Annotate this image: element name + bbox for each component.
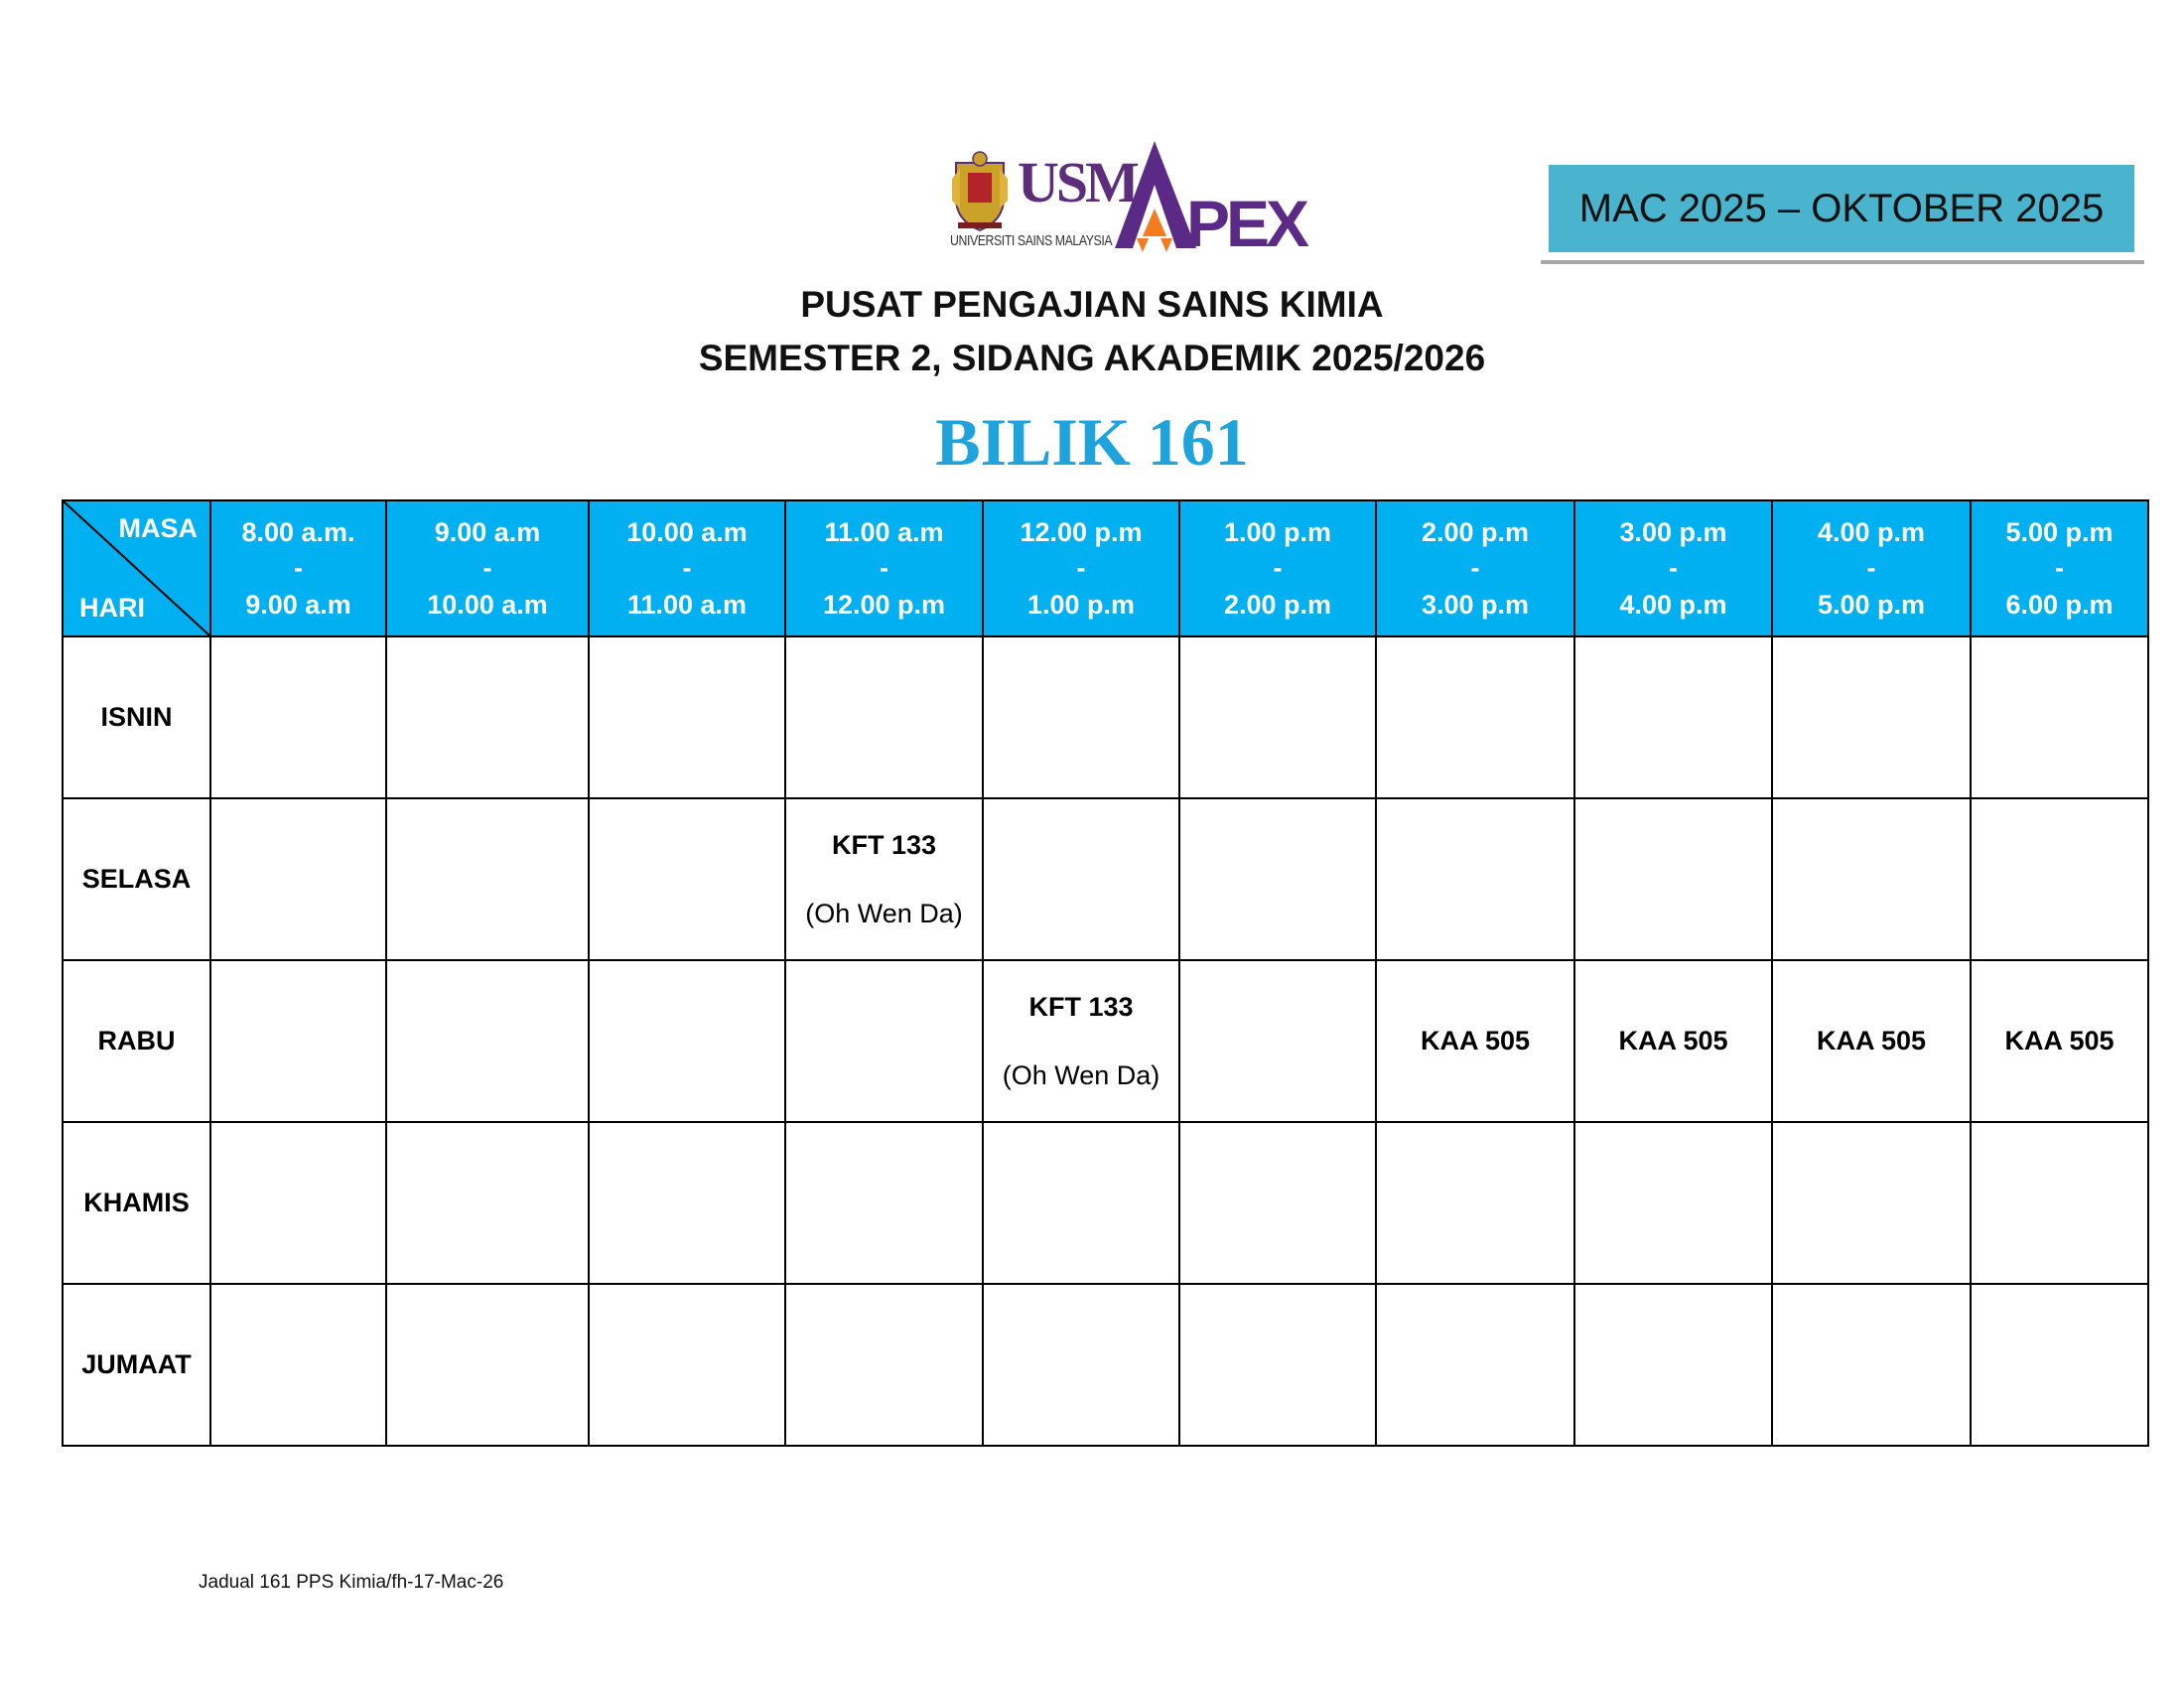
- empty-cell: [1772, 1122, 1971, 1284]
- empty-cell: [210, 798, 386, 960]
- day-label: JUMAAT: [63, 1284, 210, 1446]
- empty-cell: [589, 798, 785, 960]
- time-slot-sep: -: [682, 553, 692, 583]
- course-code: KFT 133: [831, 829, 937, 860]
- empty-cell: [785, 1284, 983, 1446]
- empty-cell: [1971, 1122, 2148, 1284]
- empty-cell: [1179, 960, 1376, 1122]
- time-slot-start: 12.00 p.m: [1020, 516, 1143, 547]
- apex-logo-icon: [1115, 139, 1309, 256]
- time-slot-start: 8.00 a.m.: [241, 516, 355, 547]
- time-slot-end: 9.00 a.m: [245, 589, 351, 620]
- time-slot-start: 10.00 a.m: [626, 516, 748, 547]
- time-slot-header: [386, 500, 589, 636]
- empty-cell: [1376, 636, 1574, 798]
- semester-title: SEMESTER 2, SIDANG AKADEMIK 2025/2026: [698, 338, 1486, 378]
- lecturer-name: (Oh Wen Da): [1002, 1059, 1160, 1090]
- empty-cell: [1772, 798, 1971, 960]
- timetable-header-row: [63, 500, 2148, 636]
- day-label: SELASA: [63, 798, 210, 960]
- empty-cell: [386, 1122, 589, 1284]
- empty-cell: [210, 636, 386, 798]
- time-slot-end: 11.00 a.m: [626, 589, 748, 620]
- empty-cell: [785, 1122, 983, 1284]
- course-code: KAA 505: [1420, 1026, 1531, 1055]
- usm-logo-text: USM: [1018, 150, 1137, 214]
- time-slot-end: 6.00 p.m: [2005, 589, 2114, 620]
- school-title: PUSAT PENGAJIAN SAINS KIMIA: [800, 284, 1384, 325]
- empty-cell: [386, 798, 589, 960]
- time-slot-sep: -: [1273, 553, 1283, 583]
- time-slot-end: 4.00 p.m: [1619, 589, 1727, 620]
- time-slot-sep: -: [2055, 553, 2064, 583]
- empty-cell: [1179, 1122, 1376, 1284]
- header-logos: [948, 139, 1305, 258]
- empty-cell: [210, 960, 386, 1122]
- empty-cell: [1971, 636, 2148, 798]
- time-slot-header: [785, 500, 983, 636]
- masa-label: MASA: [118, 513, 198, 543]
- empty-cell: [1179, 798, 1376, 960]
- empty-cell: [1179, 1284, 1376, 1446]
- empty-cell: [386, 636, 589, 798]
- time-slot-header: [1179, 500, 1376, 636]
- time-slot-end: 10.00 a.m: [427, 589, 548, 620]
- empty-cell: [785, 960, 983, 1122]
- time-slot-sep: -: [1470, 553, 1480, 583]
- day-row: [63, 636, 2148, 798]
- empty-cell: [1179, 636, 1376, 798]
- time-slot-header: [1574, 500, 1772, 636]
- time-slot-start: 11.00 a.m: [824, 516, 944, 547]
- empty-cell: [1971, 798, 2148, 960]
- course-code: KAA 505: [1618, 1026, 1728, 1055]
- class-cell: [1376, 960, 1574, 1122]
- empty-cell: [589, 1122, 785, 1284]
- time-slot-sep: -: [880, 553, 888, 583]
- time-slot-sep: -: [1866, 553, 1876, 583]
- empty-cell: [983, 798, 1179, 960]
- empty-cell: [1772, 1284, 1971, 1446]
- time-slot-header: [1376, 500, 1574, 636]
- course-code: KFT 133: [1028, 991, 1134, 1022]
- empty-cell: [210, 1122, 386, 1284]
- empty-cell: [589, 636, 785, 798]
- time-slot-start: 3.00 p.m: [1619, 516, 1727, 547]
- time-slot-sep: -: [1076, 553, 1086, 583]
- course-code: KAA 505: [1816, 1026, 1927, 1055]
- day-label: KHAMIS: [63, 1122, 210, 1284]
- time-slot-sep: -: [294, 553, 303, 583]
- timetable: [62, 499, 2149, 1447]
- empty-cell: [1574, 636, 1772, 798]
- time-slot-end: 5.00 p.m: [1817, 589, 1926, 620]
- class-cell: [785, 798, 983, 960]
- course-code: KAA 505: [2004, 1026, 2115, 1055]
- empty-cell: [983, 1284, 1179, 1446]
- time-slot-start: 4.00 p.m: [1817, 516, 1926, 547]
- time-slot-end: 1.00 p.m: [1026, 589, 1136, 620]
- empty-cell: [1376, 1284, 1574, 1446]
- day-row: [63, 1284, 2148, 1446]
- empty-cell: [386, 1284, 589, 1446]
- time-slot-header: [1971, 500, 2148, 636]
- empty-cell: [1376, 1122, 1574, 1284]
- class-cell: [1772, 960, 1971, 1122]
- empty-cell: [1772, 636, 1971, 798]
- apex-logo-text: PEX: [1186, 187, 1306, 256]
- hari-label: HARI: [79, 593, 145, 623]
- time-slot-sep: -: [482, 553, 492, 583]
- empty-cell: [1574, 1284, 1772, 1446]
- time-slot-start: 2.00 p.m: [1421, 516, 1530, 547]
- time-slot-header: [1772, 500, 1971, 636]
- empty-cell: [983, 636, 1179, 798]
- class-cell: [1574, 960, 1772, 1122]
- time-slot-start: 9.00 a.m: [434, 516, 541, 547]
- day-label: RABU: [63, 960, 210, 1122]
- empty-cell: [589, 960, 785, 1122]
- day-row: [63, 960, 2148, 1122]
- empty-cell: [785, 636, 983, 798]
- corner-header-cell: [63, 500, 210, 636]
- class-cell: [983, 960, 1179, 1122]
- empty-cell: [1971, 1284, 2148, 1446]
- time-slot-start: 5.00 p.m: [2005, 516, 2114, 547]
- empty-cell: [1376, 798, 1574, 960]
- timetable-body: [63, 636, 2148, 1446]
- time-slot-end: 2.00 p.m: [1223, 589, 1332, 620]
- time-slot-end: 3.00 p.m: [1421, 589, 1530, 620]
- period-badge: MAC 2025 – OKTOBER 2025: [1549, 165, 2134, 252]
- period-underline: [1541, 260, 2144, 264]
- empty-cell: [1574, 1122, 1772, 1284]
- day-label: ISNIN: [63, 636, 210, 798]
- empty-cell: [983, 1122, 1179, 1284]
- time-slot-header: [210, 500, 386, 636]
- time-slot-sep: -: [1669, 553, 1678, 583]
- class-cell: [1971, 960, 2148, 1122]
- empty-cell: [210, 1284, 386, 1446]
- time-slot-header: [589, 500, 785, 636]
- day-row: [63, 798, 2148, 960]
- time-slot-end: 12.00 p.m: [822, 589, 946, 620]
- empty-cell: [386, 960, 589, 1122]
- empty-cell: [589, 1284, 785, 1446]
- footer-reference: Jadual 161 PPS Kimia/fh-17-Mac-26: [199, 1572, 504, 1593]
- room-title: BILIK 161: [935, 404, 1249, 480]
- empty-cell: [1574, 798, 1772, 960]
- usm-crest-icon: [948, 149, 1012, 232]
- time-slot-start: 1.00 p.m: [1223, 516, 1332, 547]
- day-row: [63, 1122, 2148, 1284]
- time-slot-header: [983, 500, 1179, 636]
- lecturer-name: (Oh Wen Da): [805, 898, 963, 928]
- usm-logo-subtitle: UNIVERSITI SAINS MALAYSIA: [950, 232, 1113, 249]
